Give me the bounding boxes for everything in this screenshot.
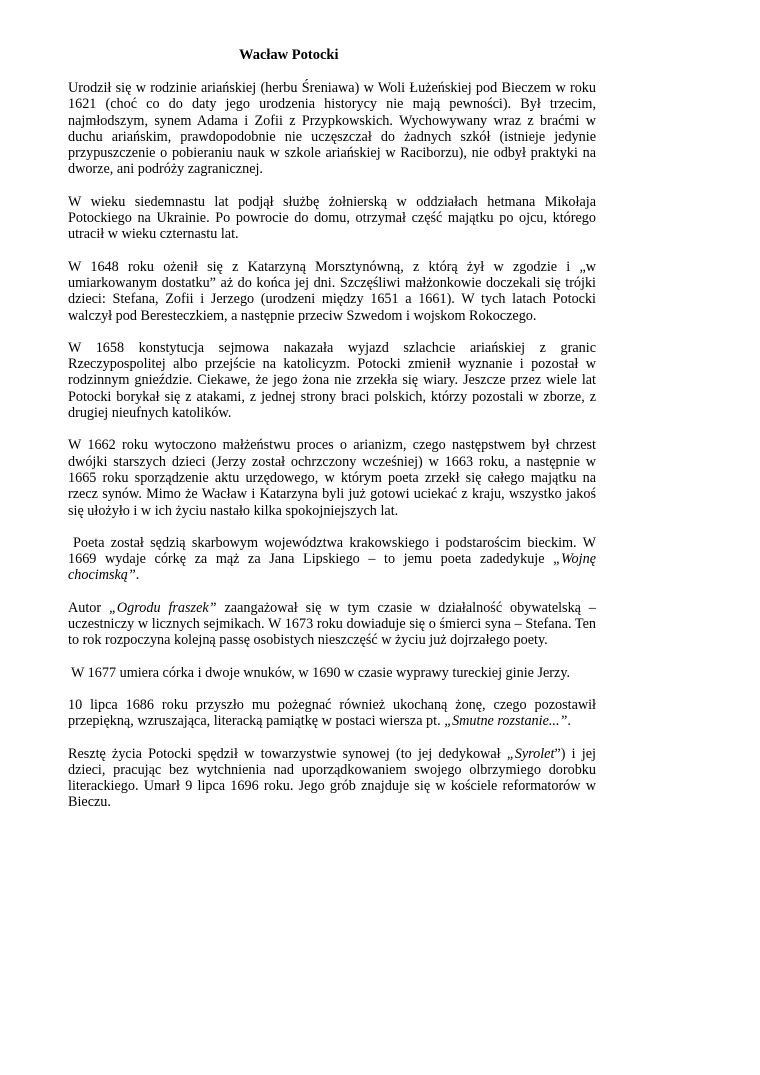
work-title-smutne-rozstanie: „Smutne rozstanie...” (444, 713, 568, 730)
paragraph-wife-end: . (567, 713, 571, 730)
paragraph-civic-text: zaangażował się w tym czasie w działalność obywatelską – uczestniczy w licznych sejmikach. W 1673 roku dowiaduje się o śmierci syna – Stefana. Ten to rok rozpoczyna kolejną passę osobistych nieszczęść w życiu już dojrzałego poety. (68, 599, 596, 649)
paragraph-birth: Urodził się w rodzinie ariańskiej (herbu Śreniawa) w Woli Łużeńskiej pod Bieczem w roku 1621 (choć co do daty jego urodzenia historycy nie mają pewności). Był trzecim, najmłodszym, synem Adama i Zofii z Przypkowskich. Wychowywany wraz z braćmi w duchu ariańskim, prawdopodobnie nie uczęszczał do żadnych szkół (istnieje jedynie przypuszczenie o pobieraniu nauk w szkole ariańskiej w Raciborzu), nie odbył praktyki na dworze, ani podróży zagranicznej. (68, 80, 596, 178)
document-page (68, 44, 596, 827)
paragraph-conversion: W 1658 konstytucja sejmowa nakazała wyjazd szlachcie ariańskiej z granic Rzeczypospolitej albo przejście na katolicyzm. Potocki zmienił wyznanie i pozostał w rodzinnym gnieździe. Ciekawe, że jego żona nie zrzekła się wiary. Jeszcze przez wiele lat Potocki borykał się z atakami, z jednej strony braci polskich, którzy pozostali w zborze, z drugiej nieufnych katolików. (68, 339, 596, 422)
paragraph-final-start: Resztę życia Potocki spędził w towarzystwie synowej (to jej dedykował (68, 745, 507, 762)
paragraph-wife-text: 10 lipca 1686 roku przyszło mu pożegnać również ukochaną żonę, czego pozostawił przepiękną, wzruszająca, literacką pamiątkę w postaci wiersza pt. (68, 696, 596, 730)
work-title-wojna-chocimska: „Wojnę chocimską” (68, 551, 596, 584)
paragraph-civic-start: Autor (68, 599, 110, 616)
work-title-ogrod-fraszek: „Ogrodu fraszek” (109, 599, 217, 616)
paragraph-final-text: ”) i jej dzieci, pracując bez wytchnienia nad uporządkowaniem swojego olbrzymiego dorobku literackiego. Umarł 9 lipca 1696 roku. Jego grób znajduje się w kościele reformatorów w Bieczu. (68, 745, 596, 811)
paragraph-losses: W 1677 umiera córka i dwoje wnuków, w 1690 w czasie wyprawy tureckiej ginie Jerzy. (71, 664, 571, 681)
paragraph-trial: W 1662 roku wytoczono małżeństwu proces o arianizm, czego następstwem był chrzest dwójki starszych dzieci (Jerzy został ochrzczony wcześniej) w 1663 roku, a następnie w 1665 roku sporządzenie aktu urzędowego, w którym poeta zrzekł się całego majątku na rzecz synów. Mimo że Wacław i Katarzyna byli już gotowi uciekać z kraju, wszystko jakoś się ułożyło i w ich życiu nastało kilka spokojniejszych lat. (68, 437, 596, 519)
paragraph-final-years (68, 746, 596, 811)
work-title-syrolet: „Syrolet (506, 745, 555, 762)
paragraph-judge (68, 535, 596, 584)
paragraph-civic-activity (68, 600, 596, 649)
paragraph-military-service: W wieku siedemnastu lat podjął służbę żołnierską w oddziałach hetmana Mikołaja Potockiego na Ukrainie. Po powrocie do domu, otrzymał część majątku po ojcu, którego utracił w wieku czternastu lat. (68, 193, 596, 243)
document-title: Wacław Potocki (239, 47, 339, 63)
paragraph-judge-end: . (135, 567, 140, 584)
paragraph-marriage: W 1648 roku ożenił się z Katarzyną Morsztynówną, z którą żył w zgodzie i „w umiarkowanym dostatku” aż do końca jej dni. Szczęśliwi małżonkowie doczekali się trójki dzieci: Stefana, Zofii i Jerzego (urodzeni między 1651 a 1661). W tych latach Potocki walczył pod Beresteczkiem, a następnie przeciw Szwedom i wojskom Rokoczego. (68, 258, 596, 324)
paragraph-judge-text: Poeta został sędzią skarbowym województwa krakowskiego i podstarościm bieckim. W 1669 wydaje córkę za mąż za Jana Lipskiego – to jemu poeta zadedykuje (68, 534, 596, 568)
paragraph-wife-death (68, 697, 596, 730)
